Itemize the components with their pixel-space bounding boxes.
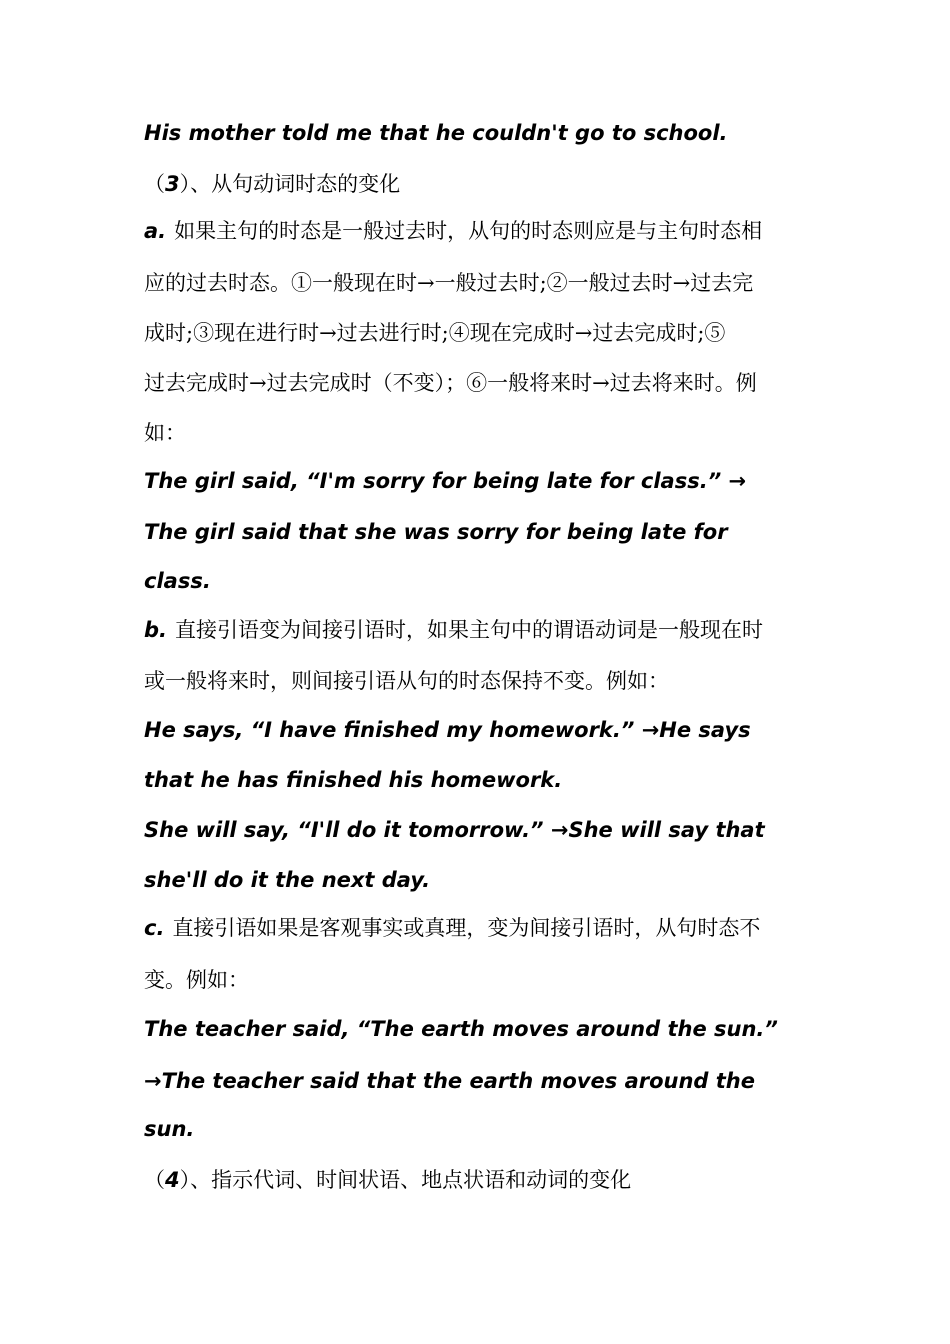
example-sentence: The teacher said, “The earth moves around the sun.” [144, 1017, 778, 1041]
rule-b-line-2: 或一般将来时，则间接引语从句的时态保持不变。例如： [144, 669, 669, 693]
rule-marker-b: b. [144, 618, 168, 642]
example-sentence: →The teacher said that the earth moves around the [144, 1069, 755, 1093]
example-sentence: His mother told me that he couldn't go to school. [144, 121, 728, 145]
rule-a-line-1 [144, 216, 864, 246]
example-sentence: class. [144, 569, 211, 593]
example-sentence: The girl said, “I'm sorry for being late for class.” → [144, 469, 747, 493]
heading-number: 3 [165, 172, 180, 196]
section-heading-3 [144, 169, 864, 199]
example-sentence: He says, “I have finished my homework.” →He says [144, 718, 751, 742]
heading-open-paren: （ [144, 1168, 165, 1192]
heading-text: ）、指示代词、时间状语、地点状语和动词的变化 [179, 1168, 632, 1192]
example-sentence: she'll do it the next day. [144, 868, 431, 892]
rule-text: 如果主句的时态是一般过去时，从句的时态则应是与主句时态相 [174, 219, 763, 243]
rule-a-line-3: 成时;③现在进行时→过去进行时;④现在完成时→过去完成时;⑤ [144, 321, 726, 345]
example-sentence: She will say, “I'll do it tomorrow.” →She will say that [144, 818, 765, 842]
rule-a-line-5: 如： [144, 421, 186, 445]
rule-a-line-4: 过去完成时→过去完成时（不变）；⑥一般将来时→过去将来时。例 [144, 371, 757, 395]
section-heading-4 [144, 1165, 864, 1195]
heading-open-paren: （ [144, 172, 165, 196]
rule-marker-c: c. [144, 916, 165, 940]
rule-text: 直接引语如果是客观事实或真理，变为间接引语时，从句时态不 [172, 916, 761, 940]
rule-a-line-2: 应的过去时态。①一般现在时→一般过去时;②一般过去时→过去完 [144, 271, 754, 295]
heading-text: ）、从句动词时态的变化 [179, 172, 401, 196]
example-sentence: sun. [144, 1117, 195, 1141]
rule-marker-a: a. [144, 219, 167, 243]
rule-c-line-1 [144, 913, 864, 943]
example-sentence: that he has finished his homework. [144, 768, 563, 792]
heading-number: 4 [165, 1168, 180, 1192]
rule-c-line-2: 变。例如： [144, 968, 249, 992]
rule-b-line-1 [144, 615, 864, 645]
example-sentence: The girl said that she was sorry for being late for [144, 520, 728, 544]
rule-text: 直接引语变为间接引语时，如果主句中的谓语动词是一般现在时 [175, 618, 764, 642]
